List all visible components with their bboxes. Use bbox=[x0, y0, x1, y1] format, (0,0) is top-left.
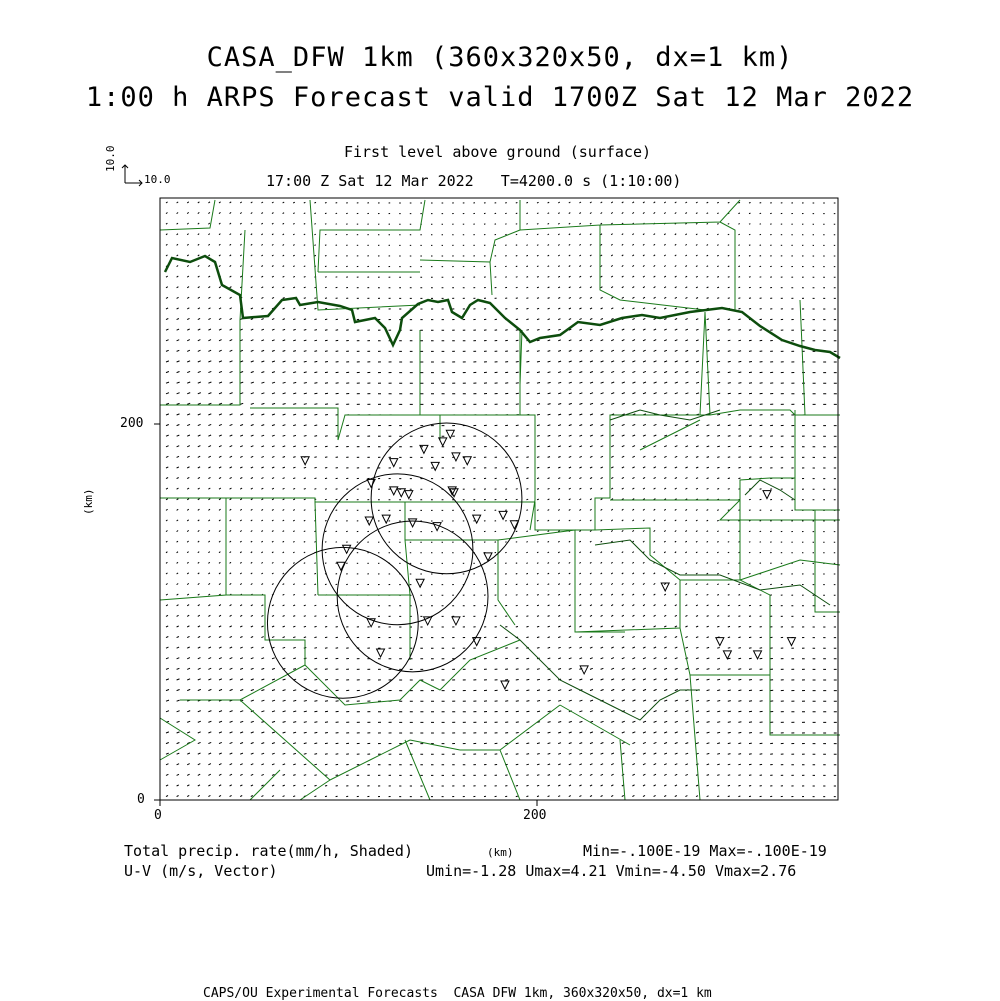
title-line-2: 1:00 h ARPS Forecast valid 1700Z Sat 12 Mar 2022 bbox=[85, 82, 915, 113]
station-marker bbox=[716, 638, 724, 646]
station-marker bbox=[473, 515, 481, 523]
station-marker bbox=[390, 487, 398, 495]
station-marker bbox=[405, 491, 413, 499]
station-marker bbox=[452, 617, 460, 625]
station-marker bbox=[787, 638, 795, 646]
x-tick-200: 200 bbox=[523, 808, 547, 823]
county-line bbox=[700, 410, 840, 735]
vector-key-vertical: 10.0 bbox=[104, 145, 117, 172]
county-line bbox=[240, 200, 425, 320]
radar-range-circle bbox=[337, 521, 488, 672]
radar-range-circle bbox=[267, 547, 418, 698]
station-marker bbox=[763, 491, 771, 499]
county-line bbox=[160, 312, 840, 530]
y-axis-label: (km) bbox=[82, 488, 95, 515]
station-marker bbox=[463, 457, 471, 465]
county-line bbox=[160, 498, 515, 665]
vector-key-arrows bbox=[122, 165, 142, 186]
station-marker bbox=[473, 638, 481, 646]
station-marker bbox=[301, 457, 309, 465]
wind-vectors bbox=[166, 202, 837, 797]
station-marker bbox=[431, 462, 439, 470]
y-tick-200: 200 bbox=[120, 416, 144, 431]
footer-credit: CAPS/OU Experimental Forecasts CASA DFW 1km, 360x320x50, dx=1 km bbox=[203, 986, 712, 1001]
station-marker bbox=[501, 681, 509, 689]
county-line bbox=[520, 300, 840, 520]
river-lines bbox=[165, 256, 840, 720]
x-tick-0: 0 bbox=[154, 808, 162, 823]
title-line-1: CASA_DFW 1km (360x320x50, dx=1 km) bbox=[206, 42, 794, 73]
county-line bbox=[405, 628, 770, 800]
station-marker bbox=[409, 519, 417, 527]
station-marker bbox=[416, 579, 424, 587]
axis-ticks bbox=[154, 424, 537, 806]
x-axis-label: (km) bbox=[487, 846, 514, 859]
station-marker bbox=[367, 479, 375, 487]
legend-precip: Total precip. rate(mm/h, Shaded) bbox=[124, 842, 413, 860]
legend-vector-range: Umin=-1.28 Umax=4.21 Vmin=-4.50 Vmax=2.76 bbox=[426, 862, 797, 880]
station-marker bbox=[446, 430, 454, 438]
station-marker bbox=[397, 489, 405, 497]
station-markers bbox=[301, 430, 795, 689]
map-frame bbox=[160, 198, 838, 800]
station-marker bbox=[754, 651, 762, 659]
station-marker bbox=[377, 649, 385, 657]
vector-key-horizontal: 10.0 bbox=[144, 173, 171, 186]
station-marker bbox=[723, 651, 731, 659]
valid-time-label: 17:00 Z Sat 12 Mar 2022 T=4200.0 s (1:10:00) bbox=[266, 172, 682, 190]
radar-range-circle bbox=[371, 423, 522, 574]
station-marker bbox=[343, 545, 351, 553]
legend-vector: U-V (m/s, Vector) bbox=[124, 862, 278, 880]
station-marker bbox=[390, 459, 398, 467]
station-marker bbox=[499, 511, 507, 519]
station-marker bbox=[365, 517, 373, 525]
level-label: First level above ground (surface) bbox=[343, 143, 652, 161]
county-line bbox=[160, 640, 520, 800]
wind-vector-field bbox=[166, 202, 837, 797]
county-line bbox=[160, 200, 740, 310]
y-tick-0: 0 bbox=[137, 792, 145, 807]
red-river bbox=[165, 256, 840, 358]
legend-precip-range: Min=-.100E-19 Max=-.100E-19 bbox=[583, 842, 827, 860]
station-marker bbox=[580, 666, 588, 674]
station-marker bbox=[382, 515, 390, 523]
